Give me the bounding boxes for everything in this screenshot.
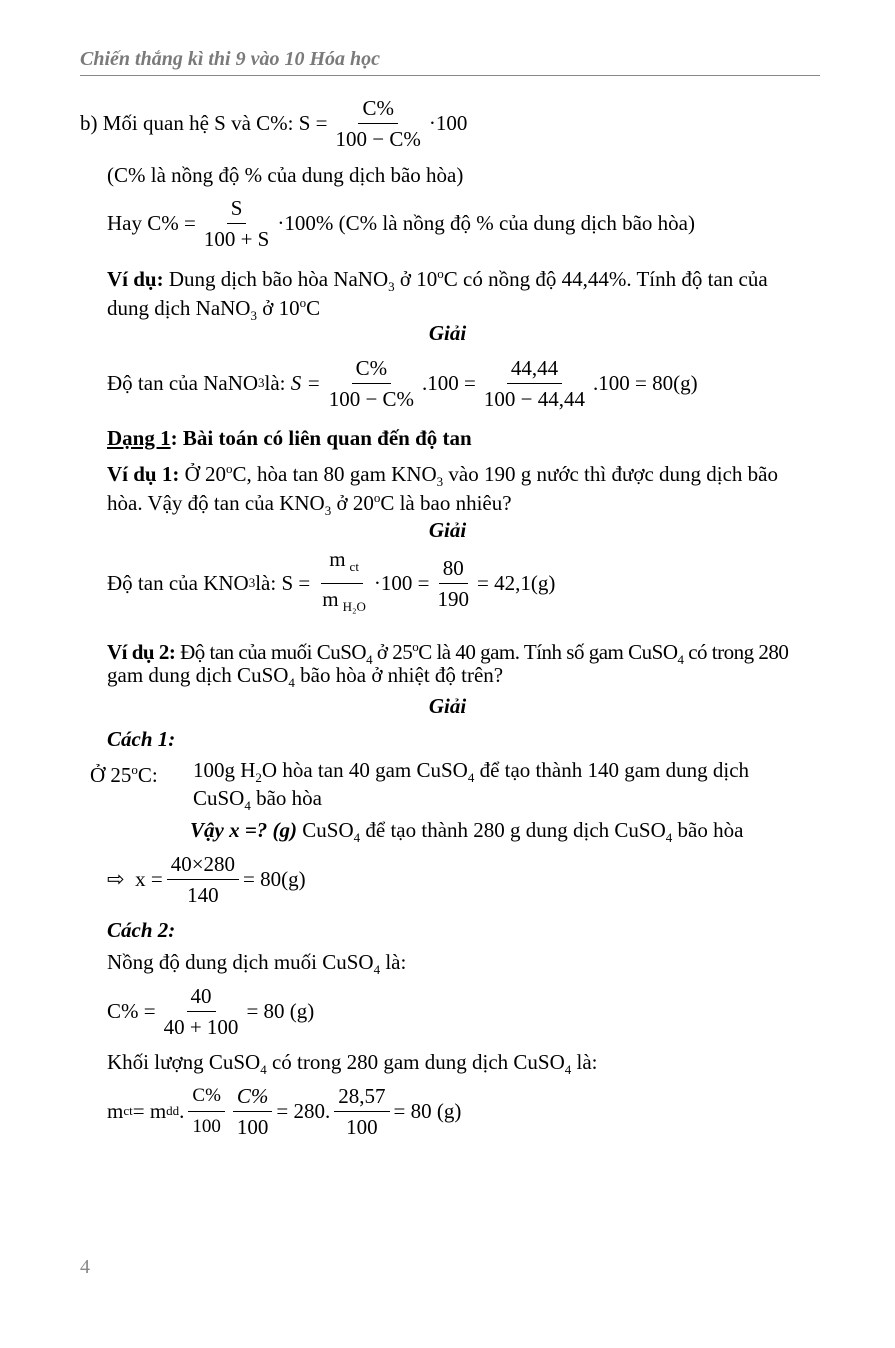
- text: để tạo thành 280 g dung dịch CuSO: [360, 818, 666, 842]
- text: ·100 =: [373, 570, 430, 595]
- sub: ct: [123, 1103, 133, 1118]
- sub: 3: [248, 575, 256, 590]
- fraction: [160, 981, 243, 1042]
- sub: ct: [349, 559, 359, 575]
- running-header: Chiến thắng kì thi 9 vào 10 Hóa học: [80, 48, 381, 70]
- text: Ở 25: [90, 763, 132, 787]
- sub: 3: [324, 503, 332, 519]
- text: gam dung dịch CuSO: [107, 663, 289, 687]
- solution-heading: Giải: [428, 694, 467, 718]
- text: là:: [571, 1050, 598, 1074]
- text: ở 25: [372, 640, 413, 664]
- numerator: C%: [188, 1081, 225, 1112]
- text: bão hòa ở nhiệt độ trên?: [294, 663, 504, 687]
- text: C có nồng độ 44,44%. Tính độ tan của: [443, 267, 768, 291]
- lhs: S =: [298, 110, 328, 135]
- numerator: C%: [358, 93, 398, 124]
- denominator: [314, 584, 370, 622]
- sup: o: [226, 461, 233, 476]
- text: C là bao nhiêu?: [380, 491, 512, 515]
- page-number: 4: [80, 1256, 90, 1278]
- text: Mối quan hệ S và C%:: [102, 110, 294, 135]
- denominator: 100 + S: [203, 226, 270, 251]
- denominator: 40 + 100: [163, 1014, 239, 1039]
- text: là:: [380, 950, 407, 974]
- text: .100 =: [422, 370, 476, 395]
- text: Độ tan của KNO: [107, 570, 249, 595]
- text: ở 10: [256, 296, 300, 320]
- denominator: 100 − 44,44: [483, 386, 585, 411]
- text: hòa. Vậy độ tan của KNO: [107, 491, 325, 515]
- tail: = 80 (g): [393, 1098, 462, 1123]
- text: bão hòa: [672, 818, 744, 842]
- sub: 4: [366, 652, 373, 668]
- formula-cpercent: [107, 188, 695, 258]
- example-label: Ví dụ 1:: [107, 462, 180, 486]
- sup: o: [131, 762, 138, 777]
- header-rule: [80, 75, 820, 76]
- solution-heading: Giải: [428, 321, 467, 345]
- fraction: [314, 544, 370, 621]
- method-label: Cách 2:: [107, 918, 176, 942]
- sub: 4: [665, 830, 673, 846]
- text: Khối lượng CuSO: [107, 1050, 261, 1074]
- denominator: 190: [437, 586, 469, 611]
- text: m: [329, 547, 346, 572]
- sub: 4: [564, 1062, 572, 1078]
- numerator: S: [227, 193, 247, 224]
- numerator: 80: [439, 553, 468, 584]
- numerator: C%: [233, 1081, 273, 1112]
- solution-heading: Giải: [428, 518, 467, 542]
- denominator: 100: [236, 1114, 269, 1139]
- sub: dd: [166, 1103, 180, 1118]
- sub: 2: [255, 770, 262, 786]
- text: Độ tan của muối CuSO: [175, 640, 367, 664]
- text: là:: [255, 570, 277, 595]
- text: có trong 280: [683, 640, 789, 664]
- tail: = 42,1(g): [477, 570, 556, 595]
- tail: ·100: [428, 110, 468, 135]
- section-label: Dạng 1: [107, 426, 171, 450]
- fraction: [188, 1081, 225, 1142]
- sub: 3: [388, 279, 395, 295]
- text: C:: [137, 763, 158, 787]
- tail: = 80(g): [243, 866, 306, 891]
- method-label: Cách 1:: [107, 727, 176, 751]
- note: (C% là nồng độ % của dung dịch bão hòa): [107, 163, 464, 187]
- numerator: C%: [352, 353, 392, 384]
- sup: o: [437, 266, 444, 281]
- fraction: [334, 1081, 389, 1142]
- denominator: 100 − C%: [335, 126, 421, 151]
- text: vào 190 g nước thì được dung dịch bão: [443, 462, 779, 486]
- sup: o: [412, 639, 419, 654]
- sub: 3: [250, 308, 257, 324]
- note: (C% là nồng độ % của dung dịch bão hòa): [338, 210, 695, 235]
- formula-cpercent-value: [107, 976, 314, 1046]
- denominator: 100 − C%: [328, 386, 415, 411]
- fraction: [332, 93, 425, 154]
- sub: 4: [288, 675, 295, 691]
- tail: ·100%: [277, 210, 334, 235]
- arrow-icon: ⇨: [107, 866, 125, 891]
- text: Ở 20: [179, 462, 227, 486]
- formula-s-cpercent: [80, 88, 467, 158]
- tail: .100 = 80(g): [592, 370, 698, 395]
- text: m: [322, 586, 339, 611]
- sub: H₂O: [342, 598, 366, 614]
- text: là:: [264, 370, 286, 395]
- lhs: S =: [290, 370, 321, 395]
- text: C, hòa tan 80 gam KNO: [232, 462, 437, 486]
- solution-nano3: [107, 348, 698, 418]
- lhs: S =: [281, 570, 311, 595]
- text: O hòa tan 40 gam CuSO: [261, 758, 468, 782]
- sub: 3: [436, 474, 444, 490]
- text: = 280.: [276, 1098, 331, 1123]
- sub: 4: [244, 798, 251, 814]
- text: = m: [132, 1098, 167, 1123]
- section-heading: [107, 426, 472, 450]
- method-line: [90, 758, 158, 787]
- sub: 4: [373, 962, 381, 978]
- sup: o: [299, 295, 307, 310]
- numerator: 28,57: [334, 1081, 389, 1112]
- example-label: Ví dụ:: [107, 267, 164, 291]
- method-line: [193, 786, 322, 818]
- formula-x: [107, 844, 306, 914]
- tail: = 80 (g): [246, 998, 315, 1023]
- lhs: C% =: [147, 210, 196, 235]
- fraction: [200, 193, 274, 254]
- denominator: 100: [192, 1115, 221, 1137]
- numerator: 40: [187, 981, 216, 1012]
- text: m: [107, 1098, 124, 1123]
- solution-kno3: [107, 548, 555, 618]
- text: ở 20: [331, 491, 374, 515]
- text: dung dịch NaNO: [107, 296, 251, 320]
- example-label: Ví dụ 2:: [107, 640, 176, 664]
- text: CuSO: [297, 818, 354, 842]
- text: Vậy x =? (g): [190, 818, 298, 842]
- denominator: 100: [346, 1114, 378, 1139]
- text: .: [179, 1098, 185, 1123]
- denominator: 140: [187, 882, 219, 907]
- sub: 3: [258, 375, 265, 390]
- text: Dung dịch bão hòa NaNO: [163, 267, 389, 291]
- item-label: b): [80, 110, 98, 135]
- sub: 4: [467, 770, 475, 786]
- sub: 4: [260, 1062, 267, 1078]
- lhs: x =: [135, 866, 163, 891]
- fraction: [167, 849, 239, 910]
- lhs: C% =: [107, 998, 156, 1023]
- text: Hay: [107, 210, 142, 235]
- fraction: [480, 353, 589, 414]
- text: có trong 280 gam dung dịch CuSO: [266, 1050, 565, 1074]
- formula-mass: [107, 1076, 461, 1146]
- fraction: [434, 553, 474, 614]
- text: để tạo thành 140 gam dung dịch: [474, 758, 750, 782]
- fraction: [325, 353, 418, 414]
- text: C: [306, 296, 321, 320]
- example-line: [107, 663, 503, 695]
- numerator: 40×280: [167, 849, 239, 880]
- sub: 4: [353, 830, 361, 846]
- text: C là 40 gam. Tính số gam CuSO: [418, 640, 678, 664]
- section-title: : Bài toán có liên quan đến độ tan: [170, 426, 472, 450]
- text: Nồng độ dung dịch muối CuSO: [107, 950, 374, 974]
- numerator: [321, 544, 363, 583]
- sup: o: [373, 490, 381, 505]
- text: ở 10: [394, 267, 438, 291]
- text: Độ tan của NaNO: [107, 370, 259, 395]
- numerator: 44,44: [507, 353, 562, 384]
- fraction: [233, 1081, 273, 1142]
- text: 100g H: [193, 758, 256, 782]
- text: CuSO: [193, 786, 245, 810]
- sub: 4: [677, 652, 684, 668]
- text: bão hòa: [250, 786, 323, 810]
